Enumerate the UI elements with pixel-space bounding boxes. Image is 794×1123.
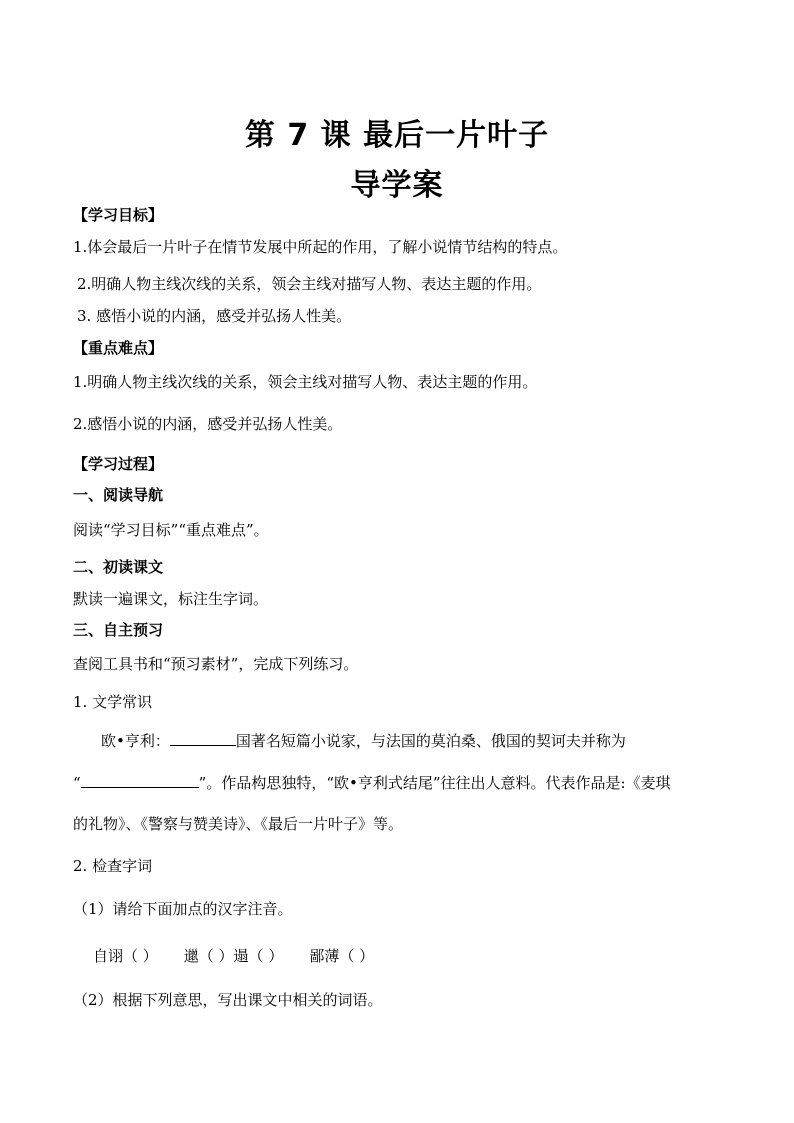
lesson-subtitle: 导学案 <box>350 168 444 203</box>
process-heading: 【学习过程】 <box>73 455 164 473</box>
key-points-heading: 【重点难点】 <box>73 339 164 357</box>
pinyin-item[interactable]: 邋（ ）遢（ ） <box>183 947 284 965</box>
pinyin-row <box>93 946 374 966</box>
literary-text: 国著名短篇小说家，与法国的莫泊桑、俄国的契诃夫并称为 <box>235 732 626 750</box>
key-point-item: 1.明确人物主线次线的关系，领会主线对描写人物、表达主题的作用。 <box>73 373 538 391</box>
author-label: 欧•亨利： <box>101 732 170 750</box>
section-text: 查阅工具书和“预习素材”，完成下列练习。 <box>73 655 359 673</box>
item-heading-check-words: 2. 检查字词 <box>73 857 153 875</box>
item-heading-literary-knowledge: 1. 文学常识 <box>73 693 153 711</box>
goal-item: 3. 感悟小说的内涵，感受并弘扬人性美。 <box>77 307 352 325</box>
literary-knowledge-line <box>73 771 671 793</box>
pinyin-item[interactable]: 鄙薄（ ） <box>309 947 375 965</box>
section-heading-self-preview: 三、自主预习 <box>73 621 164 639</box>
goal-item: 2.明确人物主线次线的关系，领会主线对描写人物、表达主题的作用。 <box>77 275 542 293</box>
literary-text: ”。作品构思独特，“欧•亨利式结尾”往往出人意料。代表作品是:《麦琪 <box>198 774 671 792</box>
key-point-item: 2.感悟小说的内涵，感受并弘扬人性美。 <box>73 415 343 433</box>
goals-heading: 【学习目标】 <box>73 206 164 224</box>
section-text: 默读一遍课文，标注生字词。 <box>73 590 269 608</box>
sub-question: （1）请给下面加点的汉字注音。 <box>73 900 293 918</box>
section-text: 阅读“学习目标”“重点难点”。 <box>73 521 269 539</box>
section-heading-first-reading: 二、初读课文 <box>73 558 164 576</box>
quote-open: “ <box>73 774 81 792</box>
lesson-title: 第 7 课 最后一片叶子 <box>244 118 550 153</box>
sub-question: （2）根据下列意思，写出课文中相关的词语。 <box>73 991 383 1009</box>
literary-knowledge-line: 的礼物》、《警察与赞美诗》、《最后一片叶子》等。 <box>73 815 404 833</box>
fill-blank-country[interactable] <box>170 729 236 746</box>
literary-knowledge-line <box>101 729 626 751</box>
fill-blank-title[interactable] <box>81 771 199 788</box>
section-heading-reading-guide: 一、阅读导航 <box>73 486 164 504</box>
pinyin-item[interactable]: 自诩（ ） <box>93 947 158 965</box>
goal-item: 1.体会最后一片叶子在情节发展中所起的作用，了解小说情节结构的特点。 <box>73 238 568 256</box>
